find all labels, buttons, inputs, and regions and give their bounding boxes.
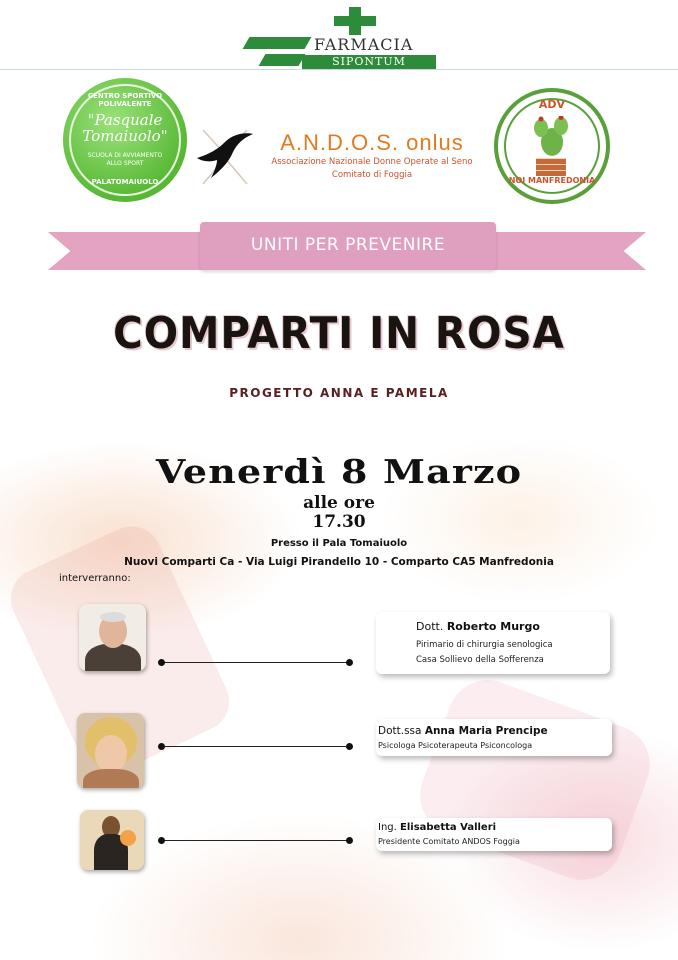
speaker-role-3: Presidente Comitato ANDOS Foggia [378,837,520,846]
pharmacy-logo [246,7,436,69]
speaker-photo-1 [79,604,146,671]
pharmacy-name-line2: SIPONTUM [302,55,436,69]
connector-dot-start-1 [158,659,165,666]
adv-top-text: ADV [538,98,566,111]
sport-center-top-text: CENTRO SPORTIVO POLIVALENTE [87,92,163,108]
pharmacy-name-line1: FARMACIA [314,35,414,54]
connector-dot-start-2 [158,743,165,750]
event-subtitle: PROGETTO ANNA E PAMELA [229,386,449,400]
connector-dot-end-2 [346,743,353,750]
connector-dot-start-3 [158,837,165,844]
andos-subtitle: Associazione Nazionale Donne Operate al Seno [271,157,473,167]
connector-dot-end-3 [346,837,353,844]
pharmacy-cross-icon [334,7,376,35]
andos-title: A.N.D.O.S. onlus [280,130,464,155]
cactus-icon [532,116,572,158]
swallow-icon [195,124,255,190]
adv-bottom-text: NOI MANFREDONIA [508,176,596,185]
speaker-affiliation-1: Casa Sollievo della Sofferenza [416,655,544,665]
event-title: COMPARTI IN ROSA [113,308,565,359]
andos-logo [264,130,480,182]
sport-center-logo [63,78,187,202]
event-date: Venerdì 8 Marzo [155,452,523,491]
event-time-prefix: alle ore [303,493,375,513]
andos-committee: Comitato di Foggia [331,170,413,180]
sport-center-bottom-text: PALATOMAIUOLO [91,178,159,186]
speaker-name-3: Ing. Elisabetta Valleri [378,822,497,833]
speaker-card-2 [376,719,612,756]
speaker-role-2: Psicologa Psicoterapeuta Psiconcologa [378,741,533,750]
speaker-name-1: Dott. Roberto Murgo [416,620,540,633]
brick-icon [536,158,566,176]
speaker-card-3 [376,818,612,851]
sport-center-subtitle: SCUOLA DI AVVIAMENTO ALLO SPORT [87,152,163,167]
event-venue: Presso il Pala Tomaiuolo [270,538,408,549]
speaker-card-1 [376,612,610,674]
speaker-photo-2 [77,713,144,788]
ribbon-banner [48,222,646,272]
sport-center-name: "Pasquale Tomaiuolo" [82,111,168,145]
connector-line-3 [162,840,352,841]
speaker-photo-3 [80,810,144,870]
event-time: 17.30 [312,512,366,532]
header-divider [0,69,678,70]
speakers-intro: interverranno: [59,573,131,584]
ribbon-label: UNITI PER PREVENIRE [250,235,446,255]
connector-line-1 [162,662,352,663]
adv-logo [494,88,610,204]
event-address: Nuovi Comparti Ca - Via Luigi Pirandello 10 - Comparto CA5 Manfredonia [124,556,554,568]
connector-dot-end-1 [346,659,353,666]
connector-line-2 [162,746,352,747]
speaker-name-2: Dott.ssa Anna Maria Prencipe [378,725,548,737]
speaker-role-1: Pirimario di chirurgia senologica [416,640,553,650]
